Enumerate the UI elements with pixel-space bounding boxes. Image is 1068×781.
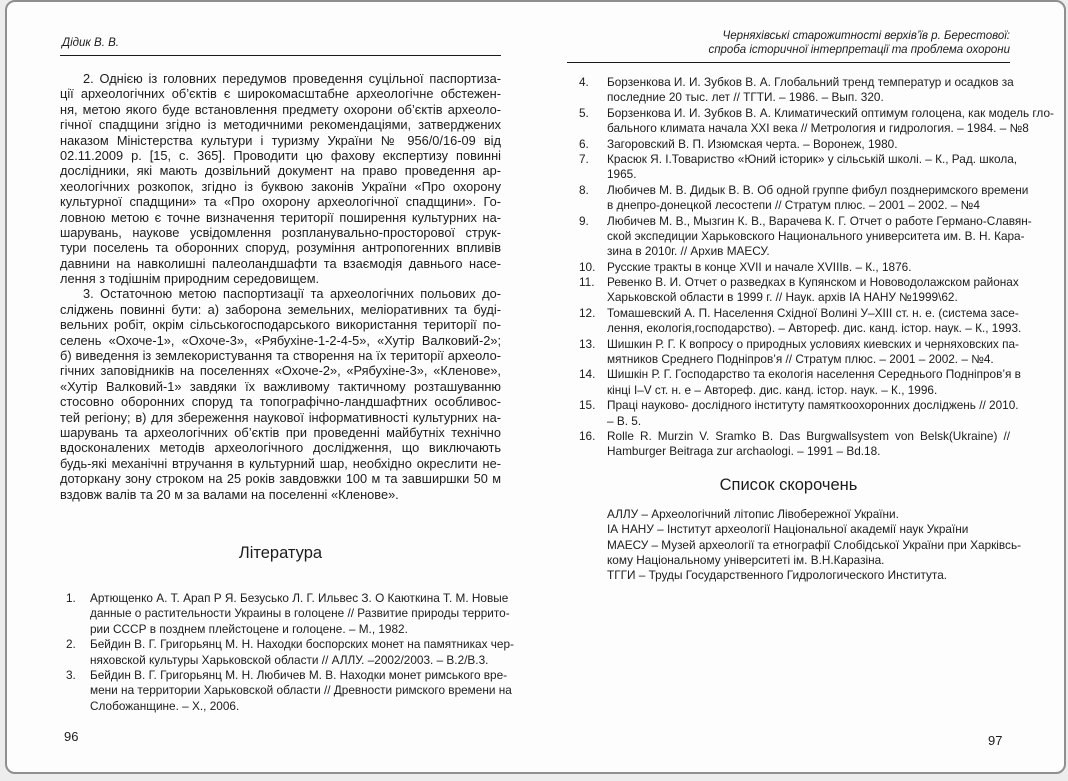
text-line: зина в 2010г. // Архив МАЕСУ.: [607, 244, 770, 259]
text-line: Борзенкова И. И. Зубков В. А. Климатический оптимум голоцена, как модель гло-: [607, 105, 1054, 120]
paragraph-3: [60, 286, 501, 501]
text-line: Томашевский А. П. Населення Східної Волині У–XIII ст. н. е. (система засе-: [607, 305, 1019, 320]
reference-number: 7.: [579, 151, 589, 166]
text-line: бального климата начала XXI века // Метрология и гидрология. – 1984. – №8: [607, 121, 1029, 136]
reference-text: [607, 429, 1010, 460]
text-line: Бейдин В. Г. Григорьянц М. Н. Любичев М. В. Находки монет римського вре-: [90, 667, 508, 682]
reference-list-left: [60, 590, 514, 714]
text-line: последние 20 тыс. лет // ТГТИ. – 1986. – Вып. 320.: [607, 90, 884, 105]
text-line: вздовж валів та 20 м за валами на поселенні «Кленове».: [60, 486, 399, 502]
text-line: гічної спадщини згідно із методичними рекомендаціями, затверджених: [60, 117, 501, 133]
reference-number: 12.: [579, 305, 596, 320]
left-running-header: [60, 36, 501, 56]
reference-item: [60, 590, 510, 637]
reference-item: [567, 336, 1019, 368]
text-line: культурної спадщини» та «Про охорону археологічної спадщини». Го-: [60, 194, 501, 210]
text-line: стосовно оборонних споруд та топографічно-ландшафтних особливос-: [60, 394, 501, 410]
reference-text: [607, 151, 1018, 183]
reference-text: [607, 137, 1010, 152]
text-line: вдосконалених методів археологічного дослідження, що виключають: [60, 440, 501, 456]
reference-item: [567, 429, 1010, 460]
left-page: [60, 36, 514, 714]
text-line: рии СССР в позднем плейстоцене и голоцене. – М., 1982.: [90, 621, 408, 636]
text-line: Харьковской области в 1999 г. // Наук. архів ІА НАНУ №1999\62.: [607, 290, 958, 305]
abbreviations-heading: Список скорочень: [719, 475, 858, 494]
text-line: 2. Однією із головних передумов проведення суцільної паспортиза-: [83, 71, 501, 86]
page-number-left: 96: [64, 729, 79, 744]
reference-number: 10.: [579, 259, 596, 274]
text-line: 3. Остаточною метою паспортизації та археологічних польових до-: [83, 286, 501, 302]
text-line: дослідники, які мають дозвільний документ на право проведення ар-: [60, 163, 501, 179]
text-line: шарувань та археологічних об’єктів при проведенні майбутніх технічно: [60, 424, 501, 440]
text-line: будь-які механічні втручання в культурний шар, необхідно окреслити не-: [60, 455, 501, 471]
reference-number: 14.: [579, 367, 596, 382]
reference-item: [567, 182, 1029, 214]
reference-item: [567, 151, 1018, 183]
text-line: лення, екологія,господарство). – Автореф. дис. канд. істор. наук. – К., 1993.: [607, 321, 1022, 336]
paragraph-2: [60, 71, 501, 286]
text-line: мени на территории Харьковской области // Древности римского времени на: [90, 683, 512, 698]
page-number-right: 97: [988, 733, 1003, 748]
text-line: Слобожанщине. – Х., 2006.: [90, 698, 240, 713]
text-line: мятников Среднего Подніпров’я // Стратум плюс. – 2001 – 2002. – №4.: [607, 352, 994, 367]
text-line: селень «Охоче-1», «Охоче-3», «Рябухіне-1-2-4-5», «Хутір Валковий-2»;: [60, 332, 501, 348]
text-line: АЛЛУ – Археологічний літопис Лівобережної України.: [607, 506, 899, 521]
text-line: Красюк Я. І.Товариство «Юний історик» у сільській школі. – К., Рад. школа,: [607, 151, 1018, 166]
text-line: б) виведення із землекористування та створення на їх території археоло-: [60, 348, 501, 364]
reference-item: [567, 105, 1054, 137]
reference-text: [607, 260, 1010, 275]
text-line: Hamburger Beitraga zur archaologi. – 1991 – Bd.18.: [607, 444, 881, 459]
reference-text: [607, 367, 1021, 398]
reference-item: [567, 398, 1019, 429]
text-line: Русские тракты в конце XVII и начале XVIIIв. – К., 1876.: [607, 259, 912, 274]
text-line: шарувань, наукове усвідомлення розпланувально-просторової струк-: [60, 224, 501, 240]
reference-number: 4.: [579, 75, 589, 89]
text-line: Шишкин Р. Г. К вопросу о природных условиях киевских и черняховских па-: [607, 336, 1019, 351]
text-line: Ревенко В. И. Отчет о разведках в Купянском и Нововодолажском районах: [607, 275, 1019, 290]
reference-item: [60, 667, 512, 714]
reference-number: 11.: [579, 275, 595, 290]
reference-number: 9.: [579, 213, 589, 228]
text-line: ТГГИ – Труды Государственного Гидрологического Института.: [607, 568, 948, 583]
text-line: ской экспедиции Харьковского Национального университета им. В. Н. Кара-: [607, 228, 1025, 243]
text-line: ня, метою якого буде встановлення предмету охорони об’єктів археоло-: [60, 101, 501, 117]
reference-item: [567, 367, 1021, 398]
reference-text: [90, 667, 512, 714]
reference-number: 1.: [66, 590, 76, 605]
right-running-header: [567, 30, 1010, 63]
text-line: Бейдин В. Г. Григорьянц М. Н. Находки боспорских монет на памятниках чер-: [90, 637, 514, 652]
text-line: кому Національному університеті ім. В.Н.Каразіна.: [607, 552, 885, 567]
reference-text: [90, 637, 514, 668]
reference-number: 8.: [579, 182, 589, 197]
text-line: давнини на навколишні палеоландшафти та взаємодія давнього насе-: [60, 255, 501, 271]
reference-list-right: [567, 75, 1054, 460]
text-line: гічних заповідників на поселеннях «Охоче-2», «Рябухіне-3», «Кленове»,: [60, 363, 501, 379]
text-line: ції археологічних об’єктів є широкомасштабне археологічне обстежен-: [60, 86, 501, 102]
reference-number: 15.: [579, 398, 596, 413]
text-line: кінці I–V ст. н. е – Автореф. дис. канд. істор. наук. – К., 1996.: [607, 382, 938, 397]
abbreviations-list: [567, 506, 1022, 584]
reference-number: 3.: [66, 667, 76, 682]
reference-item: [60, 637, 514, 668]
text-line: Rolle R. Murzin V. Sramko B. Das Burgwallsystem von Belsk(Ukraine) //: [607, 428, 1010, 443]
reference-number: 16.: [579, 428, 596, 443]
reference-number: 2.: [66, 637, 76, 652]
text-line: ловною метою є точне визначення території поширення культурних на-: [60, 209, 501, 225]
text-line: доторкану зону строком на 25 років завдовжки 100 м та завширшки 50 м: [60, 471, 501, 487]
reference-item: [567, 75, 1014, 106]
reference-number: 6.: [579, 136, 589, 151]
right-page: [567, 30, 1054, 584]
reference-number: 5.: [579, 105, 589, 120]
reference-item: [567, 260, 1010, 275]
reference-text: [607, 275, 1019, 306]
text-line: вельних робіт, окрім сільськогосподарського використання території по-: [60, 317, 501, 333]
text-line: няховской культуры Харьковской области // АЛЛУ. –2002/2003. – В.2/В.3.: [90, 652, 489, 667]
reference-item: [567, 305, 1022, 337]
text-line: Шишкін Р. Г. Господарство та екологія населення Середнього Подніпров’я в: [607, 367, 1021, 382]
text-line: Загоровский В. П. Изюмская черта. – Воронеж, 1980.: [607, 136, 898, 151]
text-line: сліджень повинні бути: а) заборона земельних, меліоративних та буді-: [60, 301, 501, 317]
reference-text: [607, 398, 1019, 429]
text-line: Борзенкова И. И. Зубков В. А. Глобальний тренд температур и осадков за: [607, 75, 1014, 89]
reference-number: 13.: [579, 336, 596, 351]
text-line: «Хутір Валковий-1» завдяки їх важливому тактичному розташуванню: [60, 378, 501, 394]
article-title-line-1: Черняхівські старожитності верхів’їв р. Берестової:: [722, 30, 1010, 42]
text-line: лення з тодішнім природним середовищем.: [60, 271, 320, 287]
reference-item: [567, 213, 1032, 260]
author-header-text: Дідик В. В.: [62, 37, 119, 49]
text-line: Любичев М. В. Дидык В. В. Об одной группе фибул позднеримского времени: [607, 182, 1029, 197]
reference-text: [607, 305, 1022, 337]
text-line: 02.11.2009 р. [15, с. 365]. Проводити цю фахову експертизу повинні: [60, 147, 501, 163]
reference-item: [567, 275, 1019, 306]
reference-text: [607, 105, 1054, 137]
text-line: Праці науково- дослідного інституту памяткоохоронних досліджень // 2010.: [607, 398, 1019, 413]
text-line: наказом Міністерства культури і туризму України № 956/0/16-09 від: [60, 132, 501, 148]
reference-text: [607, 75, 1014, 106]
text-line: 1965.: [607, 167, 637, 182]
reference-text: [607, 182, 1029, 214]
text-line: тей регіону; в) для збереження наукової інформативності культурних на-: [60, 409, 501, 425]
article-title-line-2: спроба історичної інтерпретації та проблема охорони: [708, 43, 1010, 56]
text-line: МАЕСУ – Музей археології та етнографії Слобідської України при Харківсь-: [607, 537, 1022, 552]
literature-heading: Література: [238, 543, 323, 562]
text-line: Артющенко А. Т. Арап Р Я. Безусько Л. Г. Ильвес З. О Каюткина Т. М. Новые: [90, 590, 509, 605]
text-line: тури поселень та оборонних споруд, розуміння антропогенних впливів: [60, 240, 501, 256]
reference-text: [90, 590, 510, 637]
text-line: в днепро-донецкой лесостепи // Стратум плюс. – 2001 – 2002. – №4: [607, 198, 980, 213]
reference-item: [567, 137, 1010, 152]
text-line: данные о растительности Украины в голоцене // Развитие природы террито-: [90, 606, 510, 621]
text-line: ІА НАНУ – Інститут археології Національної академії наук України: [607, 522, 969, 537]
text-line: Любичев М. В., Мызгин К. В., Варачева К. Г. Отчет о работе Германо-Славян-: [607, 213, 1032, 228]
text-line: хеологічних розкопок, згідно із буквою законів України «Про охорону: [60, 178, 501, 194]
reference-text: [607, 336, 1019, 368]
text-line: – В. 5.: [607, 413, 642, 428]
reference-text: [607, 213, 1032, 260]
